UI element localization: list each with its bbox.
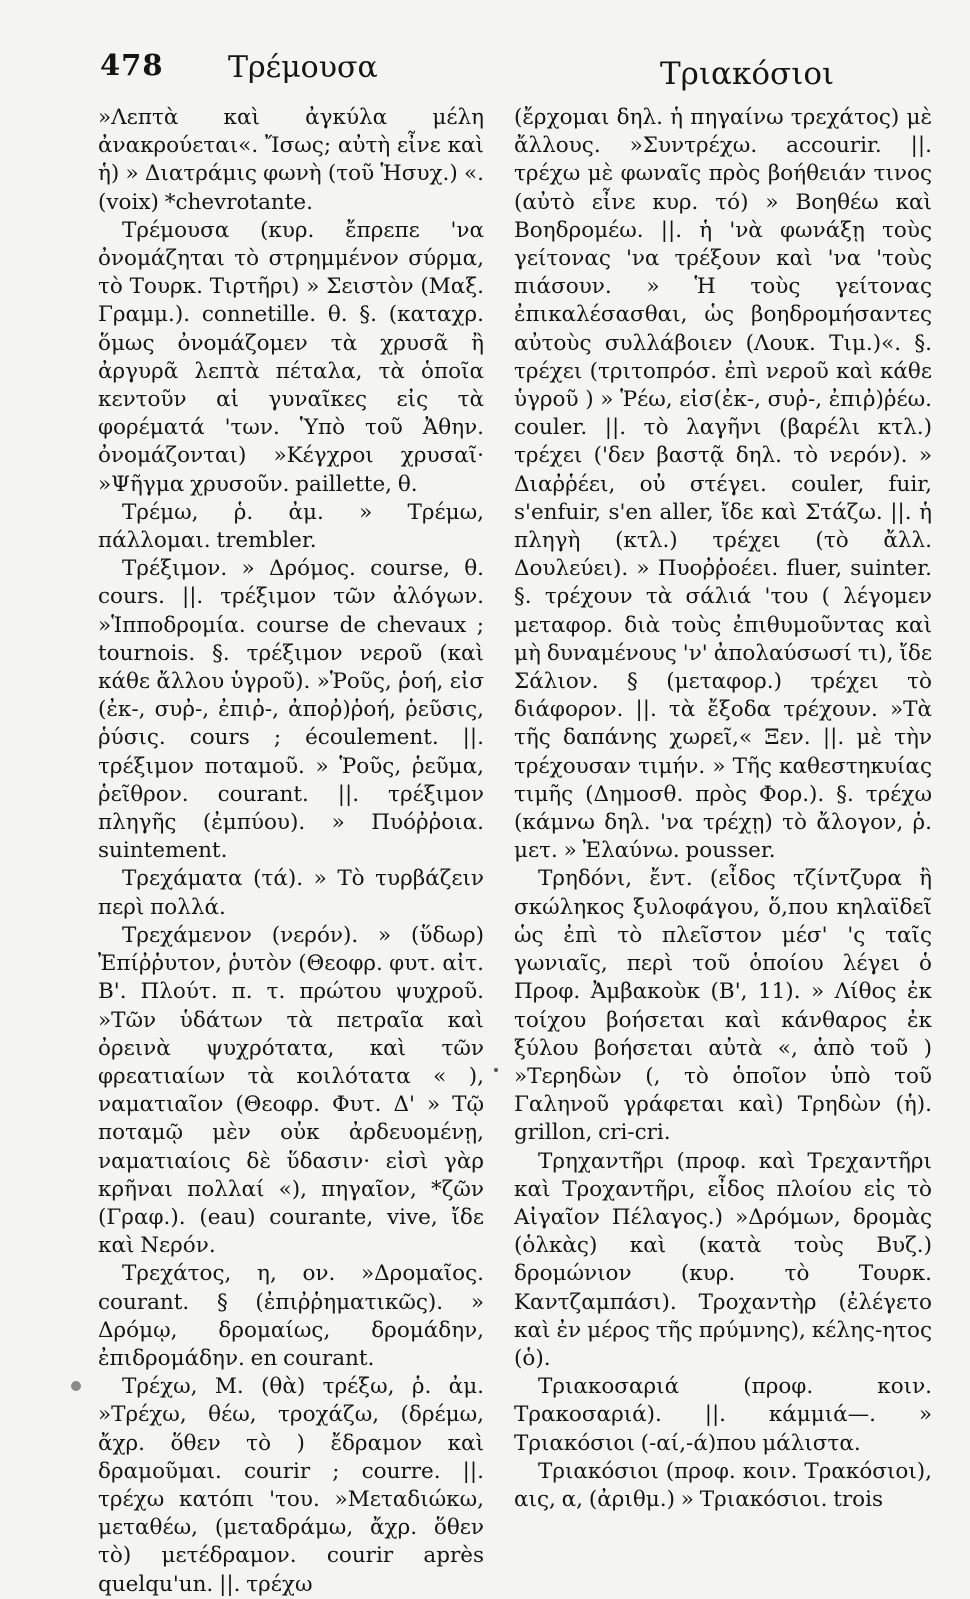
entry-trecho-continued: (ἔρχομαι δηλ. ἡ πηγαίνω τρεχάτος) μὲ ἄλλους. »Συντρέχω. accourir. ||. τρέχω μὲ φωναῖς πρὸς βοήθειάν τινος (αὐτὸ εἶνε κυρ. τό) » Βοηθέω καὶ Βοηδρομέω. ||. ἡ 'νὰ φωνάξῃ τοὺς γείτονας 'να τρέξουν καὶ 'να 'τοὺς πιάσουν. » Ἡ τοὺς γείτονας ἐπικαλέσασθαι, ὡς βοηδρομήσαντες αὐτοὺς συλλάβοιεν (Λουκ. Τιμ.)«. §. τρέχει (τριτοπρόσ. ἐπὶ νεροῦ καὶ κάθε ὑγροῦ ) » Ῥέω, εἰσ(ἐκ-, συῤ-, ἐπιῤ)ῥέω. couler. ||. τὸ λαγῆνι (βαρέλι κτλ.) τρέχει ('δεν βαστᾷ δηλ. τὸ νερόν). » Διαῤῥέει, οὐ στέγει. couler, fuir, s'enfuir, s'en aller, ἴδε καὶ Στάζω. ||. ἡ πληγὴ (κτλ.) τρέχει (τὸ ἄλλ. Δουλεύει). » Πυοῤῥοέει. fluer, suinter. §. τρέχουν τὰ σάλιά 'του ( λέγομεν μεταφορ. διὰ τοὺς ἐπιθυμοῦντας καὶ μὴ δυναμένους 'ν' ἀπολαύσωσί τι), ἴδε Σάλιον. § (μεταφορ.) τρέχει τὸ διάφορον. ||. τὰ ἔξοδα τρέχουν. »Τὰ τῆς δαπάνης χωρεῖ,« Ξεν. ||. μὲ τὴν τρέχουσαν τιμήν. » Τῆς καθεστηκυίας τιμῆς (Δημοσθ. πρὸς Φορ.). §. τρέχω (κάμνω δηλ. 'να τρέχῃ) τὸ ἄλογον, ῥ. μετ. » Ἐλαύνω. pousser. [514, 105, 932, 864]
left-guide-word: Τρέμουσα [228, 50, 378, 85]
left-column [98, 104, 484, 1599]
entry-trechamenon: Τρεχάμενον (νερόν). » (ὕδωρ) Ἐπίῤῥυτον, ῥυτὸν (Θεοφρ. φυτ. αἰτ. Β'. Πλούτ. π. τ. πρώτου ψυχροῦ. »Τῶν ὑδάτων τὰ πετραῖα καὶ ὀρεινὰ ψυχρότατα, καὶ τῶν φρεατιαίων τὰ κοιλότατα « ), ναματιαῖον (Θεοφρ. Φυτ. Δ' » Τῷ ποταμῷ μὲν οὐκ ἀρδευομένῃ, ναματιαίοις δὲ ὕδασιν· εἰσὶ γὰρ κρῆναι πολλαί «), πηγαῖον, *ζῶν (Γραφ.). (eau) courante, vive, ἴδε καὶ Νερόν. [98, 922, 484, 1259]
entry-trechamata: Τρεχάματα (τά). » Τὸ τυρβάζειν περὶ πολλά. [98, 866, 484, 920]
running-head [0, 0, 970, 110]
entry-tridoni: Τρηδόνι, ἔντ. (εἶδος τζίντζυρα ἢ σκώληκος ξυλοφάγου, ὅ,που κηλαϊδεῖ ὡς ἐπὶ τὸ πλεῖστον μέσ' 'ς ταῖς γωνιαῖς, περὶ τοῦ ὁποίου λέγει ὁ Προφ. Ἀμβακοὺκ (Β', 11). » Λίθος ἐκ τοίχου βοήσεται καὶ κάνθαρος ἐκ ξύλου βοήσεται αὐτὰ «, ἀπὸ τοῦ ) »Τερηδὼν (, τὸ ὁποῖον ὑπὸ τοῦ Γαληνοῦ γράφεται καὶ) Τρηδὼν (ἡ). grillon, cri-cri. [514, 866, 932, 1146]
right-guide-word: Τριακόσιοι [660, 56, 835, 92]
entry-trecho: Τρέχω, Μ. (θὰ) τρέξω, ῥ. ἀμ. »Τρέχω, θέω, τροχάζω, (δρέμω, ἄχρ. ὅθεν τὸ ) ἔδραμον καὶ δραμοῦμαι. courir ; courre. ||. τρέχω κατόπι 'του. »Μεταδιώκω, μεταθέω, (μεταδράμω, ἄχρ. ὅθεν τὸ) μετέδραμον. courir après quelqu'un. ||. τρέχω [98, 1374, 484, 1597]
entry-treximon: Τρέξιμον. » Δρόμος. course, θ. cours. ||. τρέξιμον τῶν ἀλόγων. »Ἱπποδρομία. course de chevaux ; tournois. §. τρέξιμον νεροῦ (καὶ κάθε ἄλλου ὑγροῦ). »Ῥοῦς, ῥοή, εἰσ (ἐκ-, συῤ-, ἐπιῤ-, ἀποῤ)ῥοή, ῥεῦσις, ῥύσις. cours ; écoulement. ||. τρέξιμον ποταμοῦ. » Ῥοῦς, ῥεῦμα, ῥεῖθρον. courant. ||. τρέξιμον πληγῆς (ἐμπύου). » Πυόῤῥοια. suintement. [98, 556, 484, 864]
ink-speck [71, 1381, 81, 1391]
entry-tremo: Τρέμω, ῥ. ἀμ. » Τρέμω, πάλλομαι. trembler. [98, 499, 484, 554]
entry-tremousa: Τρέμουσα (κυρ. ἔπρεπε 'να ὀνομάζηται τὸ στρημμένον σύρμα, τὸ Τουρκ. Τιρτῆρι) » Σειστὸν (Μαξ. Γραμμ.). connetille. θ. §. (καταχρ. ὅμως ὀνομάζομεν τὰ χρυσᾶ ἢ ἀργυρᾶ λεπτὰ πέταλα, τὰ ὁποῖα κεντοῦν αἱ γυναῖκες εἰς τὰ φορέματά 'των. Ὑπὸ τοῦ Ἀθην. ὀνομάζονται) »Κέγχροι χρυσαῖ· »Ψῆγμα χρυσοῦν. paillette, θ. [98, 217, 484, 497]
entry-trechatos: Τρεχάτος, η, ον. »Δρομαῖος. courant. § (ἐπιῤῥηματικῶς). » Δρόμῳ, δρομαίως, δρομάδην, ἐπιδρομάδην. en courant. [98, 1261, 484, 1371]
entry-trechantiri: Τρηχαντῆρι (προφ. καὶ Τρεχαντῆρι καὶ Τροχαντῆρι, εἶδος πλοίου εἰς τὸ Αἰγαῖον Πέλαγος.) »Δρόμων, δρομὰς (ὁλκὰς) καὶ (κατὰ τοὺς Βυζ.) δρομώνιον (κυρ. τὸ Τουρκ. Καντζαμπάσι). Τροχαντὴρ (ἐλέγετο καὶ ἐν μέρος τῆς πρύμνης), κέλης-ητος (ὁ). [514, 1148, 932, 1371]
entry-triakosaria: Τριακοσαριά (προφ. κοιν. Τρακοσαριά). ||. κάμμιά—. » Τριακόσιοι (-αί,-ά)που μάλιστα. [514, 1374, 932, 1456]
entry-continuation: »Λεπτὰ καὶ ἀγκύλα μέλη ἀνακρούεται«. Ἴσως; αὐτὴ εἶνε καὶ ἡ) » Διατράμις φωνὴ (τοῦ Ἡσυχ.) «. (voix) *chevrotante. [98, 105, 484, 215]
ink-speck [494, 1068, 498, 1072]
right-column [514, 104, 932, 1514]
page-number: 478 [100, 48, 164, 82]
entry-triakosioi: Τριακόσιοι (προφ. κοιν. Τρακόσιοι), αις, α, (ἀριθμ.) » Τριακόσιοι. trois [514, 1458, 932, 1512]
